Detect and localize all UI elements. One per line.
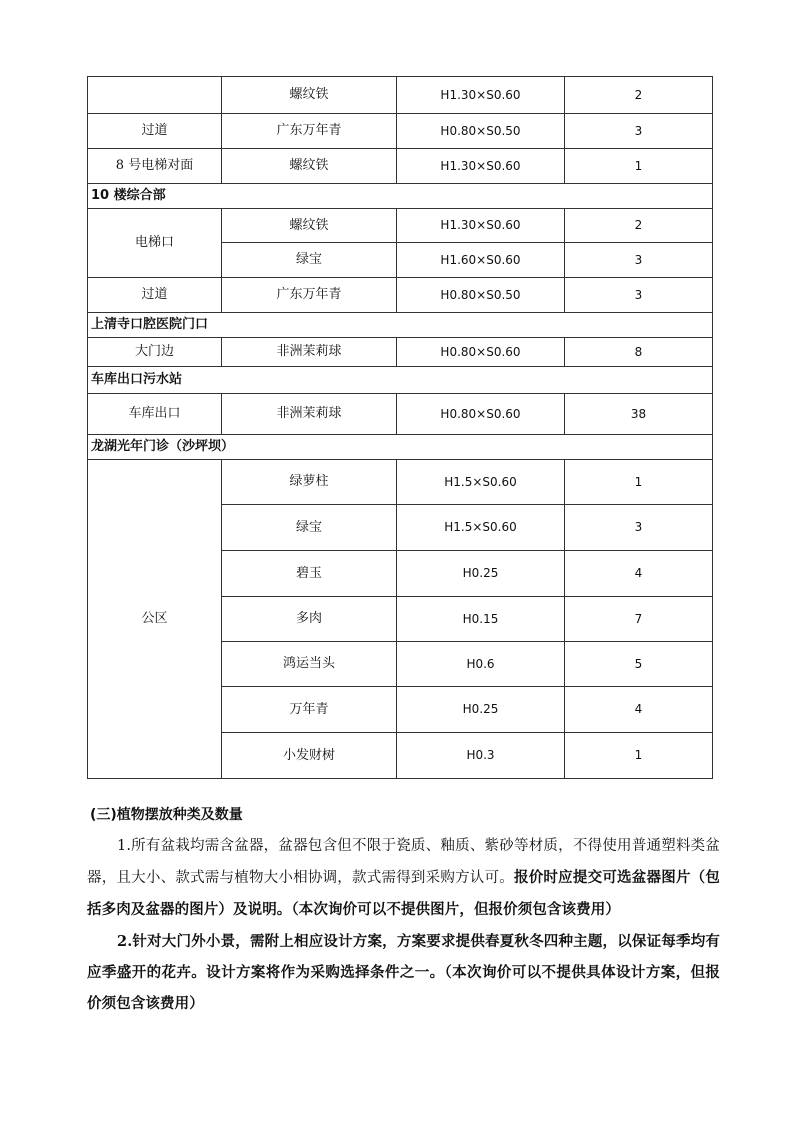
table-row [88,460,713,505]
paragraph-1 [87,831,720,926]
plant-cell: 绿宝 [222,505,397,551]
qty-cell: 7 [565,597,713,642]
table-row [88,394,713,435]
plant-cell: 多肉 [222,597,397,642]
plant-cell: 万年青 [222,687,397,733]
spec-cell: H0.25 [397,687,565,733]
spec-cell: H1.5×S0.60 [397,505,565,551]
qty-cell: 2 [565,209,713,243]
plant-cell: 鸿运当头 [222,642,397,687]
location-cell: 公区 [88,460,222,779]
table-row [88,149,713,184]
section-title: 龙湖光年门诊（沙坪坝） [88,435,713,460]
location-cell: 过道 [88,114,222,149]
plant-table [87,76,713,779]
qty-cell: 3 [565,114,713,149]
plant-cell: 绿萝柱 [222,460,397,505]
table-row [88,77,713,114]
paragraph-1-normal: 1.所有盆栽均需含盆器，盆器包含但不限于瓷质、釉质、紫砂等材质，不得使用普通塑料类盆器，且大小、款式需与植物大小相协调，款式需得到采购方认可。 [87,838,720,886]
spec-cell: H1.30×S0.60 [397,209,565,243]
table-row [88,209,713,243]
plant-cell: 广东万年青 [222,278,397,313]
spec-cell: H0.80×S0.50 [397,114,565,149]
plant-cell: 螺纹铁 [222,149,397,184]
section-title: 车库出口污水站 [88,367,713,394]
spec-cell: H0.15 [397,597,565,642]
table-row [88,114,713,149]
qty-cell: 3 [565,243,713,278]
location-cell: 过道 [88,278,222,313]
location-cell [88,77,222,114]
plant-cell: 广东万年青 [222,114,397,149]
table-row [88,278,713,313]
qty-cell: 8 [565,338,713,367]
qty-cell: 5 [565,642,713,687]
plant-cell: 碧玉 [222,551,397,597]
spec-cell: H1.30×S0.60 [397,77,565,114]
spec-cell: H0.80×S0.50 [397,278,565,313]
plant-cell: 小发财树 [222,733,397,779]
table-row [88,338,713,367]
location-cell: 大门边 [88,338,222,367]
location-cell: 电梯口 [88,209,222,278]
spec-cell: H0.25 [397,551,565,597]
plant-cell: 绿宝 [222,243,397,278]
spec-cell: H0.6 [397,642,565,687]
qty-cell: 1 [565,460,713,505]
section-heading: (三)植物摆放种类及数量 [90,807,243,823]
plant-cell: 非洲茉莉球 [222,394,397,435]
spec-cell: H0.80×S0.60 [397,394,565,435]
section-row [88,435,713,460]
qty-cell: 38 [565,394,713,435]
section-row [88,184,713,209]
plant-cell: 螺纹铁 [222,77,397,114]
spec-cell: H0.80×S0.60 [397,338,565,367]
section-title: 10 楼综合部 [88,184,713,209]
plant-cell: 非洲茉莉球 [222,338,397,367]
qty-cell: 4 [565,551,713,597]
qty-cell: 3 [565,278,713,313]
spec-cell: H1.60×S0.60 [397,243,565,278]
section-row [88,313,713,338]
spec-cell: H1.5×S0.60 [397,460,565,505]
plant-cell: 螺纹铁 [222,209,397,243]
spec-cell: H0.3 [397,733,565,779]
location-cell: 车库出口 [88,394,222,435]
qty-cell: 1 [565,149,713,184]
qty-cell: 2 [565,77,713,114]
qty-cell: 4 [565,687,713,733]
qty-cell: 3 [565,505,713,551]
body-text [87,800,720,1019]
section-row [88,367,713,394]
paragraph-1-bold: 报价时应提交可选盆器图片（包括多肉及盆器的图片）及说明。（本次询价可以不提供图片，但报价须包含该费用） [87,869,720,918]
section-title: 上清寺口腔医院门口 [88,313,713,338]
location-cell: 8 号电梯对面 [88,149,222,184]
spec-cell: H1.30×S0.60 [397,149,565,184]
paragraph-2: 2.针对大门外小景，需附上相应设计方案，方案要求提供春夏秋冬四种主题，以保证每季均有应季盛开的花卉。设计方案将作为采购选择条件之一。（本次询价可以不提供具体设计方案，但报价须包含该费用） [87,933,720,1012]
qty-cell: 1 [565,733,713,779]
